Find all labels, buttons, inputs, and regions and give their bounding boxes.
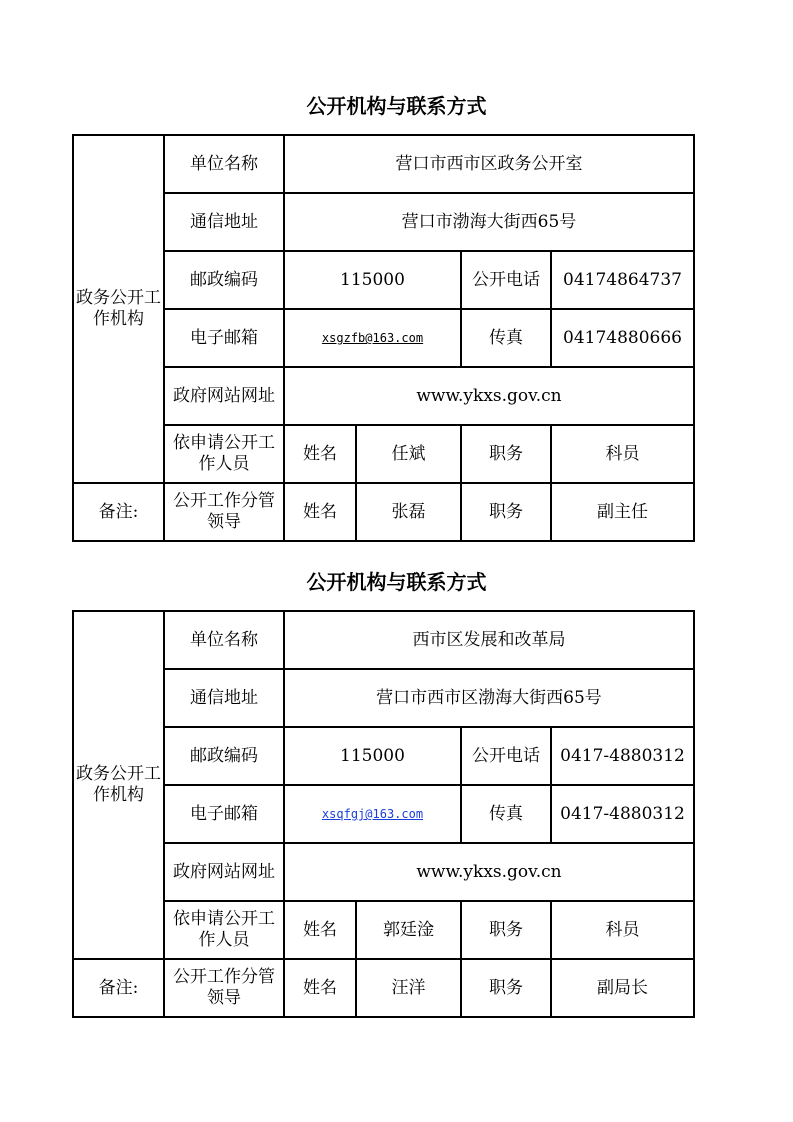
email-label: 电子邮箱 bbox=[164, 785, 284, 843]
leader-label: 公开工作分管领导 bbox=[164, 959, 284, 1017]
phone-value: 0417-4880312 bbox=[551, 727, 694, 785]
website-label: 政府网站网址 bbox=[164, 843, 284, 901]
contact-table bbox=[72, 610, 695, 1018]
staff-name-value: 任斌 bbox=[356, 425, 461, 483]
phone-label: 公开电话 bbox=[461, 727, 551, 785]
leader-position-label: 职务 bbox=[461, 483, 551, 541]
leader-label: 公开工作分管领导 bbox=[164, 483, 284, 541]
unit-name-value: 营口市西市区政务公开室 bbox=[284, 135, 694, 193]
leader-name-value: 汪洋 bbox=[356, 959, 461, 1017]
fax-value: 0417-4880312 bbox=[551, 785, 694, 843]
postcode-value: 115000 bbox=[284, 727, 461, 785]
postcode-value: 115000 bbox=[284, 251, 461, 309]
staff-position-label: 职务 bbox=[461, 901, 551, 959]
staff-name-value: 郭廷淦 bbox=[356, 901, 461, 959]
leader-name-label: 姓名 bbox=[284, 483, 356, 541]
org-label: 政务公开工作机构 bbox=[73, 611, 164, 959]
fax-label: 传真 bbox=[461, 785, 551, 843]
staff-position-label: 职务 bbox=[461, 425, 551, 483]
leader-position-value: 副主任 bbox=[551, 483, 694, 541]
fax-label: 传真 bbox=[461, 309, 551, 367]
staff-name-label: 姓名 bbox=[284, 425, 356, 483]
phone-label: 公开电话 bbox=[461, 251, 551, 309]
email-link[interactable]: xsqfgj@163.com bbox=[321, 807, 424, 821]
fax-value: 04174880666 bbox=[551, 309, 694, 367]
staff-name-label: 姓名 bbox=[284, 901, 356, 959]
address-label: 通信地址 bbox=[164, 669, 284, 727]
unit-name-value: 西市区发展和改革局 bbox=[284, 611, 694, 669]
leader-name-label: 姓名 bbox=[284, 959, 356, 1017]
staff-label: 依申请公开工作人员 bbox=[164, 901, 284, 959]
leader-position-value: 副局长 bbox=[551, 959, 694, 1017]
unit-name-label: 单位名称 bbox=[164, 611, 284, 669]
leader-position-label: 职务 bbox=[461, 959, 551, 1017]
postcode-label: 邮政编码 bbox=[164, 727, 284, 785]
email-link[interactable]: xsgzfb@163.com bbox=[321, 331, 424, 345]
org-label: 政务公开工作机构 bbox=[73, 135, 164, 483]
staff-position-value: 科员 bbox=[551, 901, 694, 959]
unit-name-label: 单位名称 bbox=[164, 135, 284, 193]
staff-position-value: 科员 bbox=[551, 425, 694, 483]
notes-label: 备注: bbox=[73, 483, 164, 541]
leader-name-value: 张磊 bbox=[356, 483, 461, 541]
address-value: 营口市西市区渤海大街西65号 bbox=[284, 669, 694, 727]
notes-label: 备注: bbox=[73, 959, 164, 1017]
website-value: www.ykxs.gov.cn bbox=[284, 367, 694, 425]
address-value: 营口市渤海大街西65号 bbox=[284, 193, 694, 251]
section-title: 公开机构与联系方式 bbox=[306, 94, 487, 118]
postcode-label: 邮政编码 bbox=[164, 251, 284, 309]
staff-label: 依申请公开工作人员 bbox=[164, 425, 284, 483]
contact-table bbox=[72, 134, 695, 542]
website-value: www.ykxs.gov.cn bbox=[284, 843, 694, 901]
section-title: 公开机构与联系方式 bbox=[306, 570, 487, 594]
email-label: 电子邮箱 bbox=[164, 309, 284, 367]
address-label: 通信地址 bbox=[164, 193, 284, 251]
phone-value: 04174864737 bbox=[551, 251, 694, 309]
website-label: 政府网站网址 bbox=[164, 367, 284, 425]
